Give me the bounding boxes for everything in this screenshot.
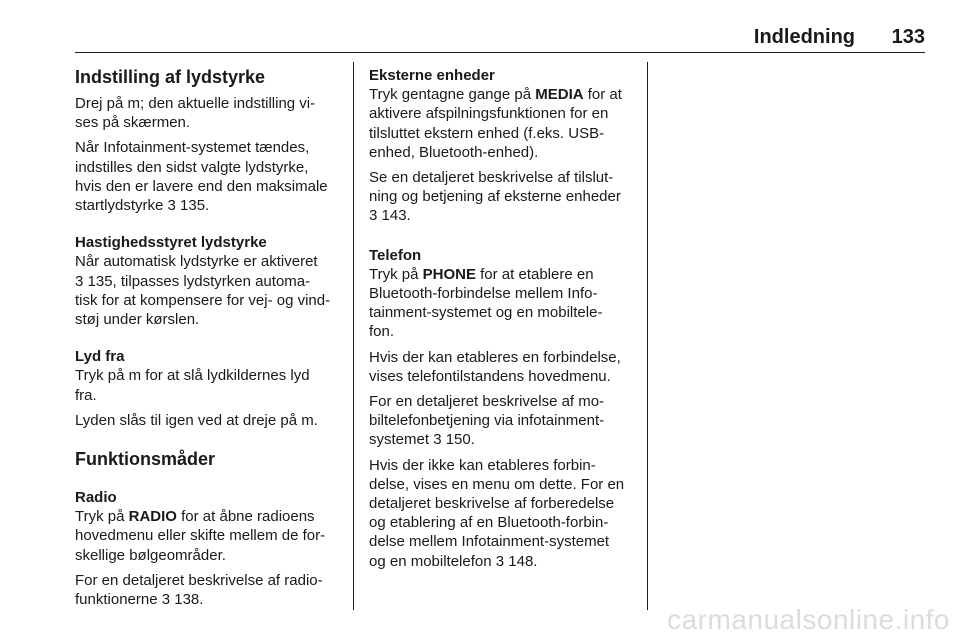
heading-external-devices: Eksterne enheder — [369, 67, 495, 84]
heading-phone: Telefon — [369, 246, 422, 264]
page-header — [75, 26, 925, 52]
paragraph: Drej på m; den aktuelle indstilling vi- ses på skærmen. — [75, 95, 316, 132]
paragraph: Hvis der ikke kan etableres forbin- delse, vises en menu om dette. For en detaljeret beskrivelse af forberedelse og etablering af en Bluetooth-forbin- delse mellem Infotainment-systemet og en mobiltelefon 3 148. — [369, 456, 625, 570]
header-rule — [75, 52, 925, 53]
column-divider — [353, 62, 354, 610]
paragraph: Lyden slås til igen ved at dreje på m. — [75, 411, 318, 429]
page-ref-icon: 3 — [161, 591, 171, 609]
page-ref-icon: 3 — [495, 552, 505, 570]
page-number: 133 — [891, 26, 925, 48]
column-left — [75, 66, 353, 615]
page-ref-icon: 3 — [433, 431, 442, 449]
page-ref-icon: 3 — [369, 207, 378, 225]
paragraph: For en detaljeret beskrivelse af mo- biltelefonbetjening via infotainment- systemet 3 150. — [369, 393, 605, 449]
radio-key-label: RADIO — [128, 508, 177, 526]
heading-modes: Funktionsmåder — [75, 449, 216, 470]
page-ref-icon: 3 — [167, 197, 176, 215]
page-ref-icon: 3 — [75, 272, 84, 290]
paragraph: Når automatisk lydstyrke er aktiveret 3 135, tilpasses lydstyrken automa- tisk for at kompensere for vej- og vind- støj under kørslen. — [75, 253, 331, 329]
heading-mute: Lyd fra — [75, 348, 125, 366]
watermark: carmanualsonline.info — [667, 604, 950, 635]
heading-volume: Indstilling af lydstyrke — [75, 67, 266, 87]
paragraph: Tryk gentagne gange på MEDIA for at aktivere afspilningsfunktionen for en tilsluttet ekstern enhed (f.eks. USB- enhed, Bluetooth-enhed). — [369, 86, 622, 161]
media-key-label: MEDIA — [535, 86, 584, 104]
section-title: Indledning — [753, 26, 855, 48]
paragraph: Tryk på RADIO for at åbne radioens hovedmenu eller skifte mellem de for- skellige bølgeområder. — [75, 508, 326, 564]
paragraph: Når Infotainment-systemet tændes, indstilles den sidst valgte lydstyrke, hvis den er lavere end den maksimale startlydstyrke 3 135. — [75, 139, 328, 215]
power-knob-icon: m — [128, 367, 142, 385]
power-knob-icon: m — [301, 411, 314, 429]
power-knob-icon: m — [127, 95, 141, 112]
paragraph: Hvis der kan etableres en forbindelse, vises telefontilstandens hovedmenu. — [369, 348, 621, 385]
column-middle — [369, 66, 637, 577]
paragraph: Tryk på m for at slå lydkildernes lyd fra. — [75, 367, 310, 404]
heading-speed-volume: Hastighedsstyret lydstyrke — [75, 234, 267, 252]
paragraph: For en detaljeret beskrivelse af radio- funktionerne 3 138. — [75, 571, 323, 609]
phone-key-label: PHONE — [422, 265, 476, 283]
column-divider — [647, 62, 648, 610]
paragraph: Tryk på PHONE for at etablere en Bluetooth-forbindelse mellem Info- tainment-systemet og en mobiltele- fon. — [369, 265, 603, 341]
paragraph: Se en detaljeret beskrivelse af tilslut- ning og betjening af eksterne enheder 3 143. — [369, 169, 621, 225]
heading-radio: Radio — [75, 489, 117, 507]
